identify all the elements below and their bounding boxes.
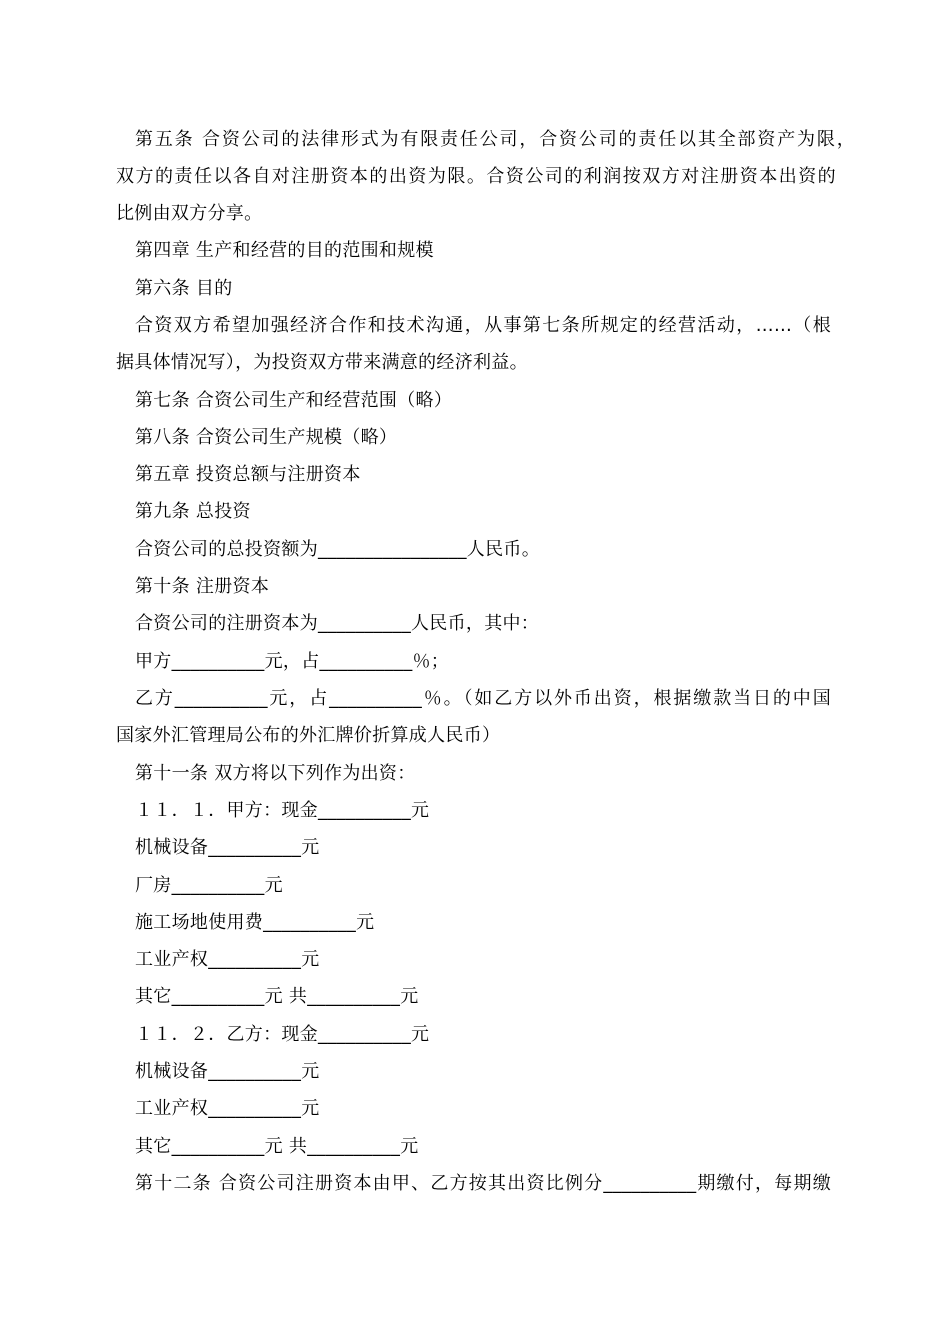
article-9-heading: 第九条 总投资 (135, 501, 251, 522)
article-11-heading: 第十一条 双方将以下列作为出资： (135, 763, 416, 784)
article-5-line-2: 双方的责任以各自对注册资本的出资为限。合资公司的利润按双方对注册资本出资的 (116, 166, 836, 187)
party-a-site-fee-line: 施工场地使用费__________元 (135, 912, 375, 933)
registered-capital-line: 合资公司的注册资本为__________人民币，其中： (135, 613, 540, 634)
total-investment-line: 合资公司的总投资额为________________人民币。 (135, 539, 540, 560)
article-5-line-1: 第五条 合资公司的法律形式为有限责任公司，合资公司的责任以其全部资产为限， (135, 129, 855, 150)
article-12-line-1: 第十二条 合资公司注册资本由甲、乙方按其出资比例分__________期缴付，每期缴 (135, 1173, 831, 1194)
party-b-share-line: 乙方__________元，占__________％。（如乙方以外币出资，根据缴款当日的中国 (135, 688, 831, 709)
article-10-heading: 第十条 注册资本 (135, 576, 270, 597)
party-b-machinery-line: 机械设备__________元 (135, 1061, 320, 1082)
chapter-5-heading: 第五章 投资总额与注册资本 (135, 464, 361, 485)
article-6-line-1: 合资双方希望加强经济合作和技术沟通，从事第七条所规定的经营活动，……（根 (135, 315, 831, 336)
party-a-other-total-line: 其它__________元 共__________元 (135, 986, 419, 1007)
article-8-heading: 第八条 合资公司生产规模（略） (135, 427, 398, 448)
article-5-line-3: 比例由双方分享。 (116, 203, 263, 224)
party-b-cash-line: １１．２．乙方：现金__________元 (135, 1024, 430, 1045)
article-6-line-2: 据具体情况写），为投资双方带来满意的经济利益。 (116, 352, 528, 373)
exchange-rate-note-line: 国家外汇管理局公布的外汇牌价折算成人民币） (116, 725, 501, 746)
party-a-cash-line: １１．１．甲方：现金__________元 (135, 800, 430, 821)
chapter-4-heading: 第四章 生产和经营的目的范围和规模 (135, 240, 434, 261)
party-a-machinery-line: 机械设备__________元 (135, 837, 320, 858)
party-a-ip-line: 工业产权__________元 (135, 949, 320, 970)
party-b-ip-line: 工业产权__________元 (135, 1098, 320, 1119)
article-6-heading: 第六条 目的 (135, 278, 233, 299)
party-a-plant-line: 厂房__________元 (135, 875, 283, 896)
party-a-share-line: 甲方__________元，占__________％； (135, 651, 450, 672)
article-7-heading: 第七条 合资公司生产和经营范围（略） (135, 390, 453, 411)
party-b-other-total-line: 其它__________元 共__________元 (135, 1136, 419, 1157)
